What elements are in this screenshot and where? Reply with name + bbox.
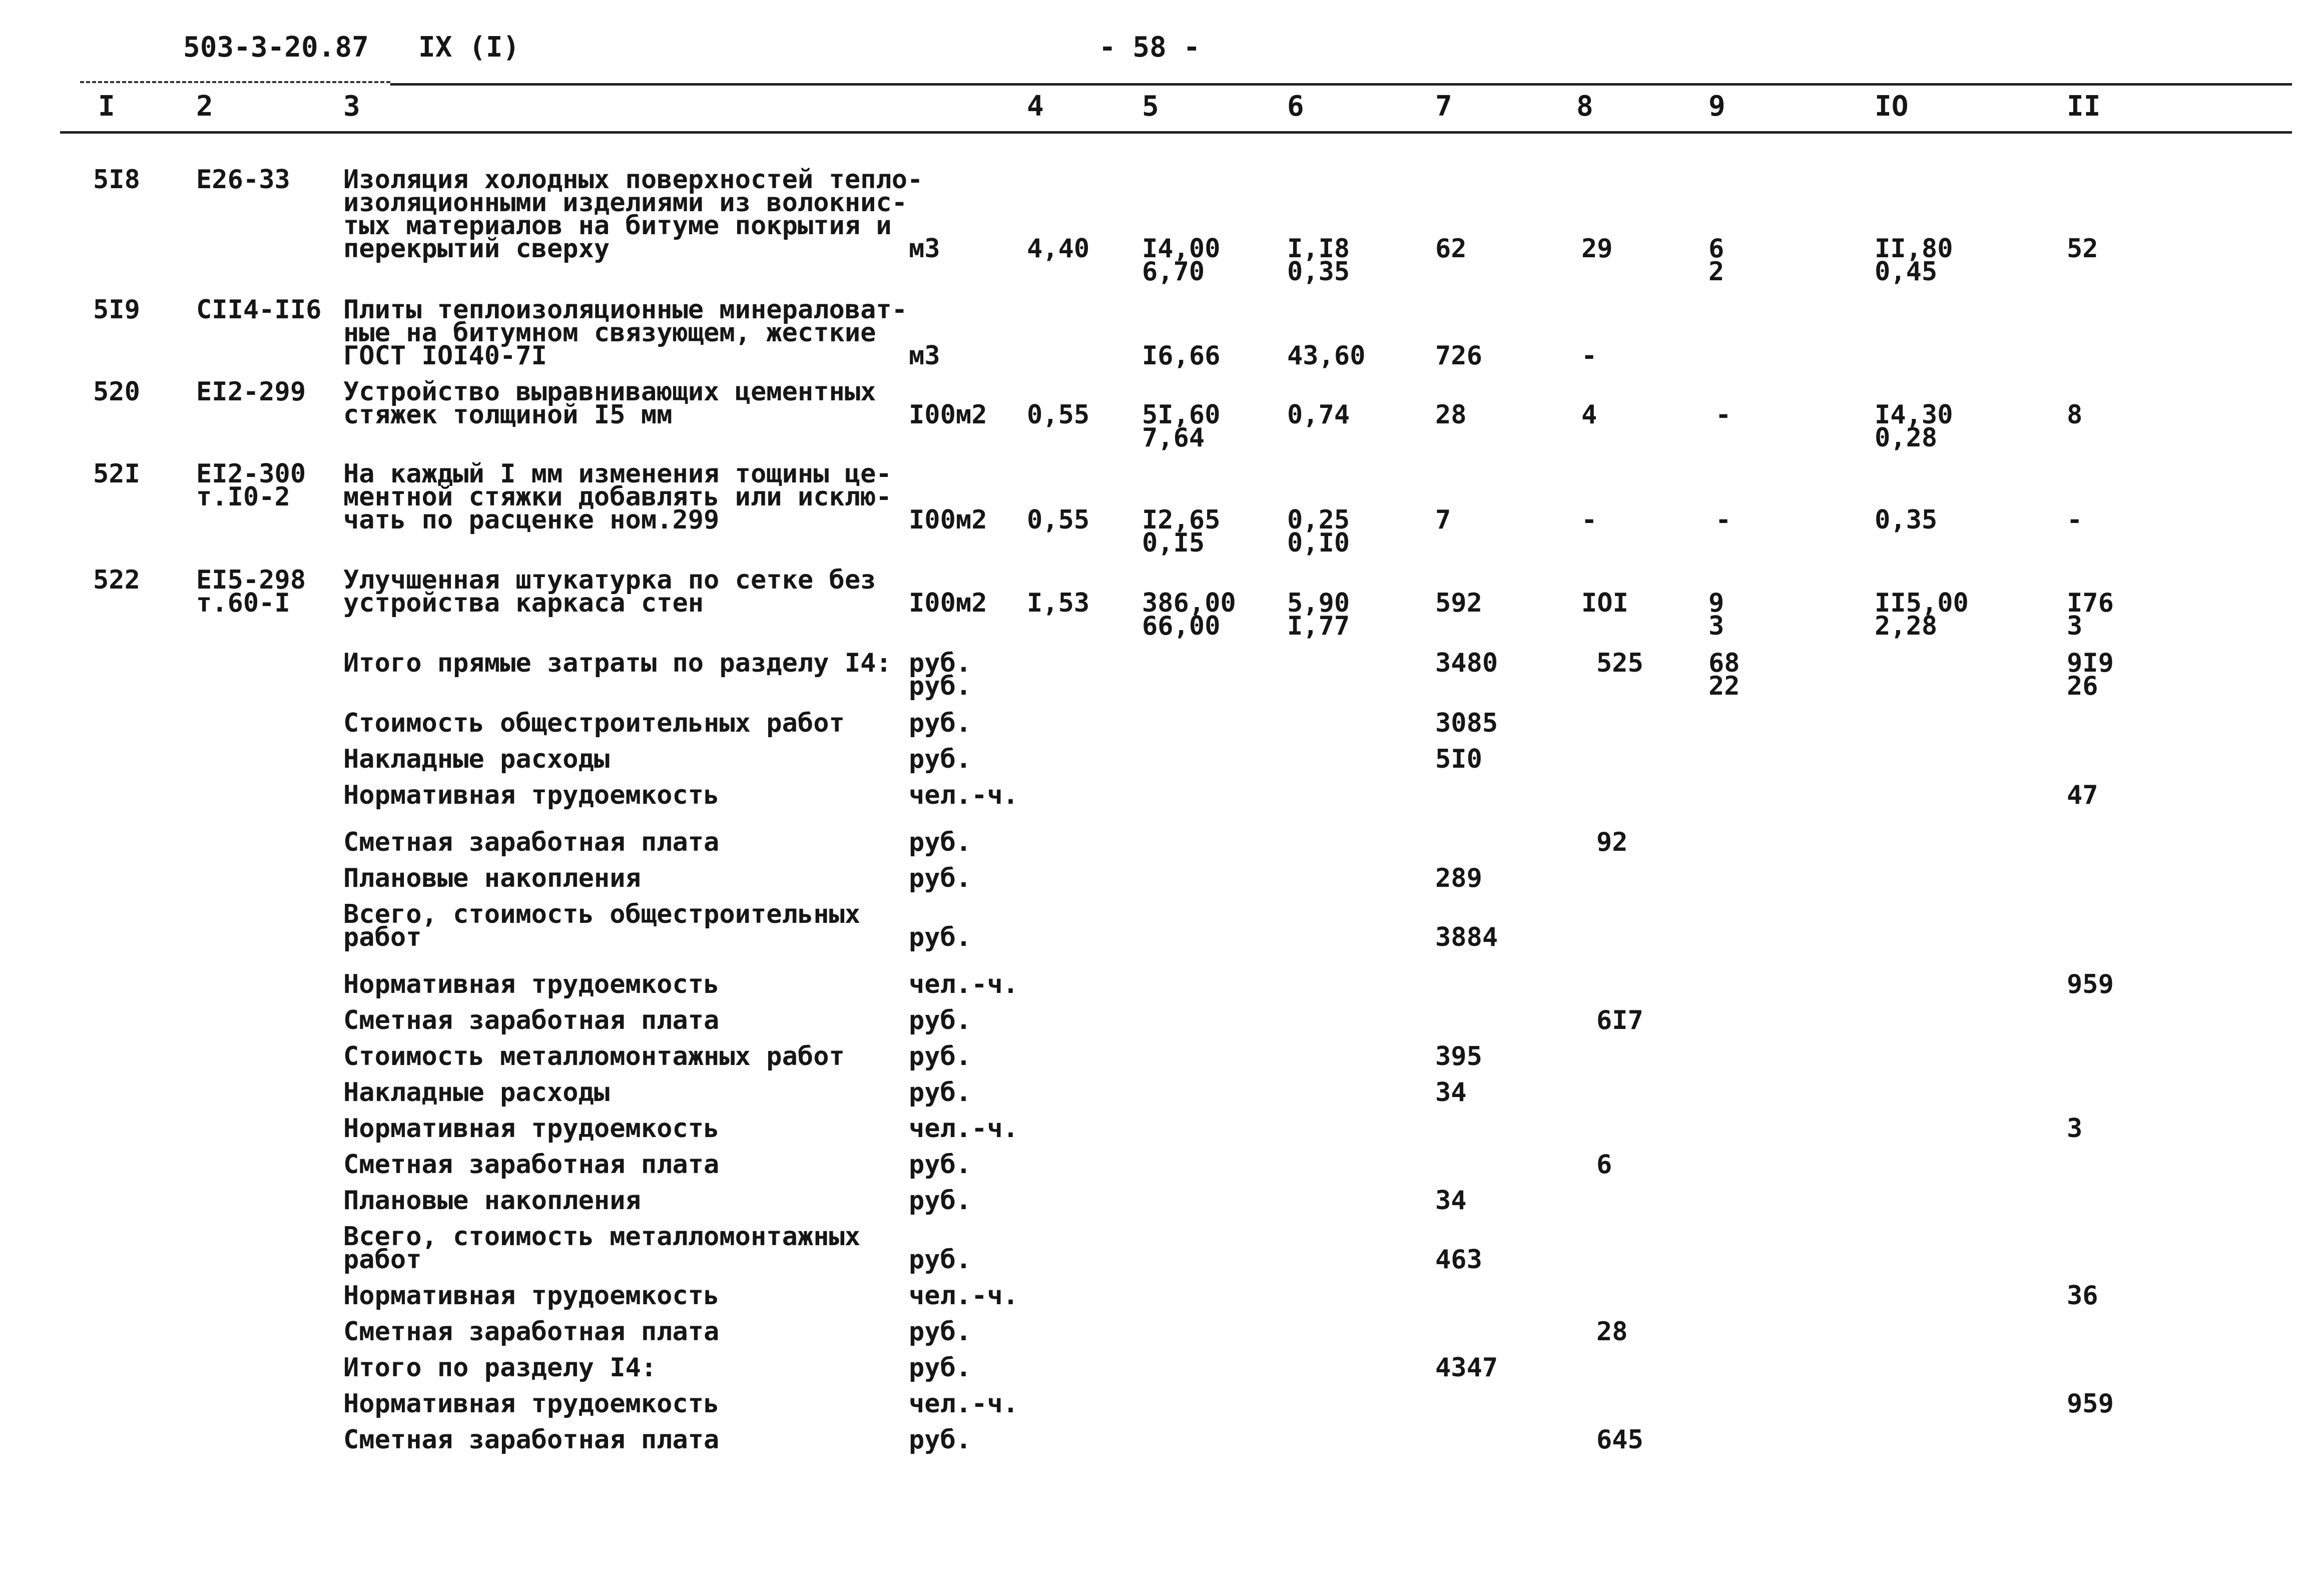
wage-fund-2-col8: 6I7 (1596, 1005, 1643, 1035)
planned-savings-2-col7: 34 (1435, 1186, 1467, 1216)
labor-norm-label: Нормативная трудоемкость (343, 780, 720, 810)
header-dash-rule (80, 81, 390, 83)
total-direct-costs-col11: 9I9 26 (2067, 648, 2114, 701)
row-520-description: Устройство выравнивающих цементных стяжек толщиной I5 мм (343, 377, 876, 430)
row-520-col11: 8 (2067, 400, 2083, 430)
row-518-col4: 4,40 (1027, 234, 1090, 264)
row-520-num: 520 (93, 377, 140, 407)
row-522-description: Улучшенная штукатурка по сетке без устройства каркаса стен (343, 565, 876, 618)
section-total-unit: руб. (909, 1353, 972, 1383)
metal-works-total-label: Всего, стоимость металломонтажных работ (343, 1222, 861, 1275)
col-heading-4: 4 (1027, 90, 1044, 123)
row-520-col4: 0,55 (1027, 400, 1090, 430)
labor-norm-5-col11: 959 (2067, 1389, 2114, 1419)
row-521-col7: 7 (1435, 505, 1451, 535)
section-label: IX (I) (418, 31, 520, 64)
header-rule-bottom (60, 131, 2292, 134)
labor-norm-5-unit: чел.-ч. (909, 1389, 1019, 1419)
header-rule-top (390, 83, 2292, 86)
row-520-col5: 5I,60 7,64 (1142, 400, 1221, 453)
col-heading-1: I (98, 90, 115, 123)
row-518-num: 5I8 (93, 165, 140, 195)
row-518-col5: I4,00 6,70 (1142, 234, 1221, 287)
wage-fund-3-label: Сметная заработная плата (343, 1150, 720, 1180)
doc-code: 503-3-20.87 (183, 31, 369, 64)
row-520-code: EI2-299 (196, 377, 306, 407)
wage-fund-4-label: Сметная заработная плата (343, 1317, 720, 1347)
col-heading-7: 7 (1435, 90, 1452, 123)
row-521-col9: - (1715, 505, 1732, 535)
row-520-col10: I4,30 0,28 (1875, 400, 1953, 453)
row-522-col7: 592 (1435, 588, 1482, 618)
wage-fund-5-label: Сметная заработная плата (343, 1425, 720, 1455)
row-519-col6: 43,60 (1287, 341, 1366, 371)
row-518-col11: 52 (2067, 234, 2098, 264)
wage-fund-3-col8: 6 (1596, 1150, 1612, 1180)
overhead-label: Накладные расходы (343, 744, 610, 774)
row-518-col9: 6 2 (1708, 234, 1724, 287)
labor-norm-unit: чел.-ч. (909, 780, 1019, 810)
labor-norm-col11: 47 (2067, 780, 2098, 810)
row-518-unit: м3 (909, 234, 940, 264)
row-520-col8: 4 (1581, 400, 1597, 430)
wage-fund-unit: руб. (909, 827, 972, 857)
row-522-unit: I00м2 (909, 588, 987, 618)
overhead-unit: руб. (909, 744, 972, 774)
wage-fund-5-col8: 645 (1596, 1425, 1643, 1455)
row-518-col10: II,80 0,45 (1875, 234, 1953, 287)
wage-fund-3-unit: руб. (909, 1150, 972, 1180)
labor-norm-4-col11: 36 (2067, 1281, 2098, 1311)
wage-fund-2-unit: руб. (909, 1005, 972, 1035)
row-521-col4: 0,55 (1027, 505, 1090, 535)
labor-norm-5-label: Нормативная трудоемкость (343, 1389, 720, 1419)
labor-norm-3-col11: 3 (2067, 1114, 2083, 1144)
col-heading-6: 6 (1287, 90, 1304, 123)
row-520-col7: 28 (1435, 400, 1467, 430)
page-number: - 58 - (1099, 31, 1201, 64)
metal-works-cost-label: Стоимость металломонтажных работ (343, 1041, 845, 1072)
row-519-num: 5I9 (93, 295, 140, 325)
general-works-total-col7: 3884 (1435, 922, 1498, 952)
row-519-description: Плиты теплоизоляционные минераловат- ные на битумном связующем, жесткие ГОСТ IOI40-7I (343, 295, 908, 371)
row-521-col10: 0,35 (1875, 505, 1938, 535)
metal-works-cost-col7: 395 (1435, 1041, 1482, 1072)
wage-fund-label: Сметная заработная плата (343, 827, 720, 857)
row-522-col8: IOI (1581, 588, 1628, 618)
general-works-cost-unit: руб. (909, 708, 972, 738)
col-heading-9: 9 (1708, 90, 1725, 123)
row-521-col8: - (1581, 505, 1597, 535)
col-heading-2: 2 (196, 90, 213, 123)
wage-fund-5-unit: руб. (909, 1425, 972, 1455)
general-works-total-label: Всего, стоимость общестроительных работ (343, 899, 861, 952)
labor-norm-4-label: Нормативная трудоемкость (343, 1281, 720, 1311)
row-522-col10: II5,00 2,28 (1875, 588, 1969, 641)
section-total-col7: 4347 (1435, 1353, 1498, 1383)
row-522-col4: I,53 (1027, 588, 1090, 618)
overhead-2-unit: руб. (909, 1078, 972, 1108)
col-heading-11: II (2067, 90, 2101, 123)
overhead-2-label: Накладные расходы (343, 1078, 610, 1108)
row-521-col5: I2,65 0,I5 (1142, 505, 1221, 558)
row-522-col11: I76 3 (2067, 588, 2114, 641)
labor-norm-2-unit: чел.-ч. (909, 969, 1019, 999)
row-518-col8: 29 (1581, 234, 1613, 264)
planned-savings-label: Плановые накопления (343, 863, 641, 893)
labor-norm-2-col11: 959 (2067, 969, 2114, 999)
row-519-code: CII4-II6 (196, 295, 322, 325)
col-heading-3: 3 (343, 90, 360, 123)
row-520-col6: 0,74 (1287, 400, 1350, 430)
row-522-col9: 9 3 (1708, 588, 1724, 641)
row-522-col6: 5,90 I,77 (1287, 588, 1350, 641)
row-519-col7: 726 (1435, 341, 1482, 371)
total-direct-costs-unit: руб. руб. (909, 648, 972, 701)
row-519-unit: м3 (909, 341, 940, 371)
col-heading-10: IO (1875, 90, 1909, 123)
wage-fund-col8: 92 (1596, 827, 1628, 857)
general-works-cost-col7: 3085 (1435, 708, 1498, 738)
general-works-cost-label: Стоимость общестроительных работ (343, 708, 845, 738)
metal-works-total-unit: руб. (909, 1245, 972, 1275)
row-519-col8: - (1581, 341, 1597, 371)
row-518-description: Изоляция холодных поверхностей тепло- изоляционными изделиями из волокнис- тых материалов на битуме покрытия и перекрытий сверху (343, 165, 923, 264)
row-519-col5: I6,66 (1142, 341, 1221, 371)
row-518-code: E26-33 (196, 165, 290, 195)
labor-norm-3-label: Нормативная трудоемкость (343, 1114, 720, 1144)
row-521-unit: I00м2 (909, 505, 987, 535)
metal-works-cost-unit: руб. (909, 1041, 972, 1072)
row-521-code: EI2-300 т.I0-2 (196, 459, 306, 512)
wage-fund-4-unit: руб. (909, 1317, 972, 1347)
row-518-col6: I,I8 0,35 (1287, 234, 1350, 287)
wage-fund-2-label: Сметная заработная плата (343, 1005, 720, 1035)
planned-savings-unit: руб. (909, 863, 972, 893)
row-521-col6: 0,25 0,I0 (1287, 505, 1350, 558)
total-direct-costs-col7: 3480 (1435, 648, 1498, 678)
row-522-code: EI5-298 т.60-I (196, 565, 306, 618)
section-total-label: Итого по разделу I4: (343, 1353, 657, 1383)
overhead-col7: 5I0 (1435, 744, 1482, 774)
labor-norm-3-unit: чел.-ч. (909, 1114, 1019, 1144)
total-direct-costs-col9: 68 22 (1708, 648, 1740, 701)
wage-fund-4-col8: 28 (1596, 1317, 1628, 1347)
total-direct-costs-col8: 525 (1596, 648, 1643, 678)
overhead-2-col7: 34 (1435, 1078, 1467, 1108)
row-520-unit: I00м2 (909, 400, 987, 430)
planned-savings-2-unit: руб. (909, 1186, 972, 1216)
planned-savings-col7: 289 (1435, 863, 1482, 893)
total-direct-costs-label: Итого прямые затраты по разделу I4: (343, 648, 892, 678)
row-518-col7: 62 (1435, 234, 1467, 264)
labor-norm-4-unit: чел.-ч. (909, 1281, 1019, 1311)
general-works-total-unit: руб. (909, 922, 972, 952)
row-522-col5: 386,00 66,00 (1142, 588, 1236, 641)
row-521-num: 52I (93, 459, 140, 489)
row-521-col11: - (2067, 505, 2083, 535)
labor-norm-2-label: Нормативная трудоемкость (343, 969, 720, 999)
col-heading-8: 8 (1576, 90, 1593, 123)
col-heading-5: 5 (1142, 90, 1159, 123)
row-520-col9: - (1715, 400, 1732, 430)
metal-works-total-col7: 463 (1435, 1245, 1482, 1275)
planned-savings-2-label: Плановые накопления (343, 1186, 641, 1216)
row-521-description: На каждый I мм изменения тощины це- ментной стяжки добавлять или исклю- чать по расценке ном.299 (343, 459, 892, 535)
row-522-num: 522 (93, 565, 140, 595)
